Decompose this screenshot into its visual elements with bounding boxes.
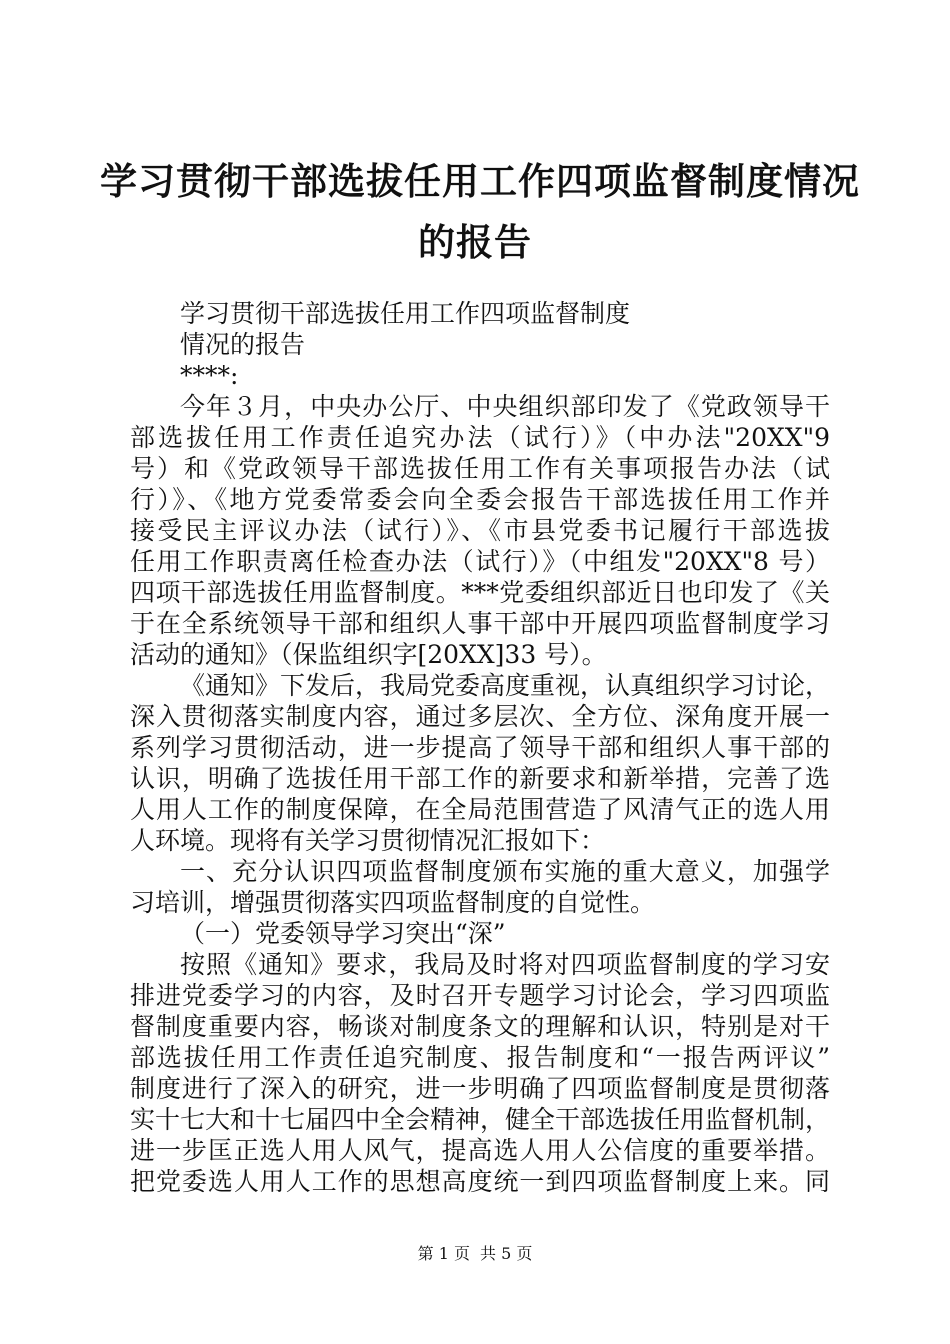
document-title-line-2: 的报告 <box>418 221 532 264</box>
text-line: 认识，明确了选拔任用干部工作的新要求和新举措，完善了选 <box>130 764 830 793</box>
text-line: 情况的报告 <box>180 330 306 359</box>
text-line: 进一步匡正选人用人风气，提高选人用人公信度的重要举措。 <box>130 1136 830 1165</box>
text-line: 接受民主评议办法（试行）》、《市县党委书记履行干部选拔 <box>130 516 830 545</box>
text-line: 行）》、《地方党委常委会向全委会报告干部选拔任用工作并 <box>130 485 830 514</box>
text-line: 活动的通知》（保监组织字[20XX]33 号）。 <box>130 640 607 669</box>
text-line: 排进党委学习的内容，及时召开专题学习讨论会，学习四项监 <box>130 981 830 1010</box>
text-line: 制度进行了深入的研究，进一步明确了四项监督制度是贯彻落 <box>130 1074 830 1103</box>
document-title-line-1: 学习贯彻干部选拔任用工作四项监督制度情况 <box>100 160 860 203</box>
text-line: （一）党委领导学习突出“深” <box>180 919 506 948</box>
text-line: 今年３月，中央办公厅、中央组织部印发了《党政领导干 <box>180 392 830 421</box>
text-line: 学习贯彻干部选拔任用工作四项监督制度 <box>180 299 631 328</box>
text-line: 实十七大和十七届四中全会精神，健全干部选拔任用监督机制， <box>130 1105 831 1134</box>
text-line: ****: <box>180 361 239 390</box>
text-line: 四项干部选拔任用监督制度。***党委组织部近日也印发了《关 <box>130 578 830 607</box>
text-line: 系列学习贯彻活动，进一步提高了领导干部和组织人事干部的 <box>130 733 830 762</box>
text-line: 人环境。现将有关学习贯彻情况汇报如下： <box>130 826 606 855</box>
page-total: 共 5 页 <box>480 1244 533 1263</box>
text-line: 于在全系统领导干部和组织人事干部中开展四项监督制度学习 <box>130 609 830 638</box>
text-line: 深入贯彻落实制度内容，通过多层次、全方位、深角度开展一 <box>130 702 830 731</box>
text-line: 习培训，增强贯彻落实四项监督制度的自觉性。 <box>130 888 656 917</box>
text-line: 把党委选人用人工作的思想高度统一到四项监督制度上来。同 <box>130 1167 830 1196</box>
text-line: 部选拔任用工作责任追究办法（试行）》（中办法"20XX"9 <box>130 423 830 452</box>
text-line: 部选拔任用工作责任追究制度、报告制度和“一报告两评议” <box>130 1043 830 1072</box>
text-line: 任用工作职责离任检查办法（试行）》（中组发"20XX"8 号） <box>130 547 830 576</box>
text-line: 督制度重要内容，畅谈对制度条文的理解和认识，特别是对干 <box>130 1012 830 1041</box>
page-number: 第 1 页 <box>417 1244 470 1263</box>
page-footer <box>0 1244 950 1264</box>
text-line: 按照《通知》要求，我局及时将对四项监督制度的学习安 <box>180 950 830 979</box>
text-line: 一、充分认识四项监督制度颁布实施的重大意义，加强学 <box>180 857 830 886</box>
text-line: 《通知》下发后，我局党委高度重视，认真组织学习讨论， <box>180 671 831 700</box>
document-body <box>130 298 830 1197</box>
text-line: 号）和《党政领导干部选拔任用工作有关事项报告办法（试 <box>130 454 830 483</box>
text-line: 人用人工作的制度保障，在全局范围营造了风清气正的选人用 <box>130 795 830 824</box>
